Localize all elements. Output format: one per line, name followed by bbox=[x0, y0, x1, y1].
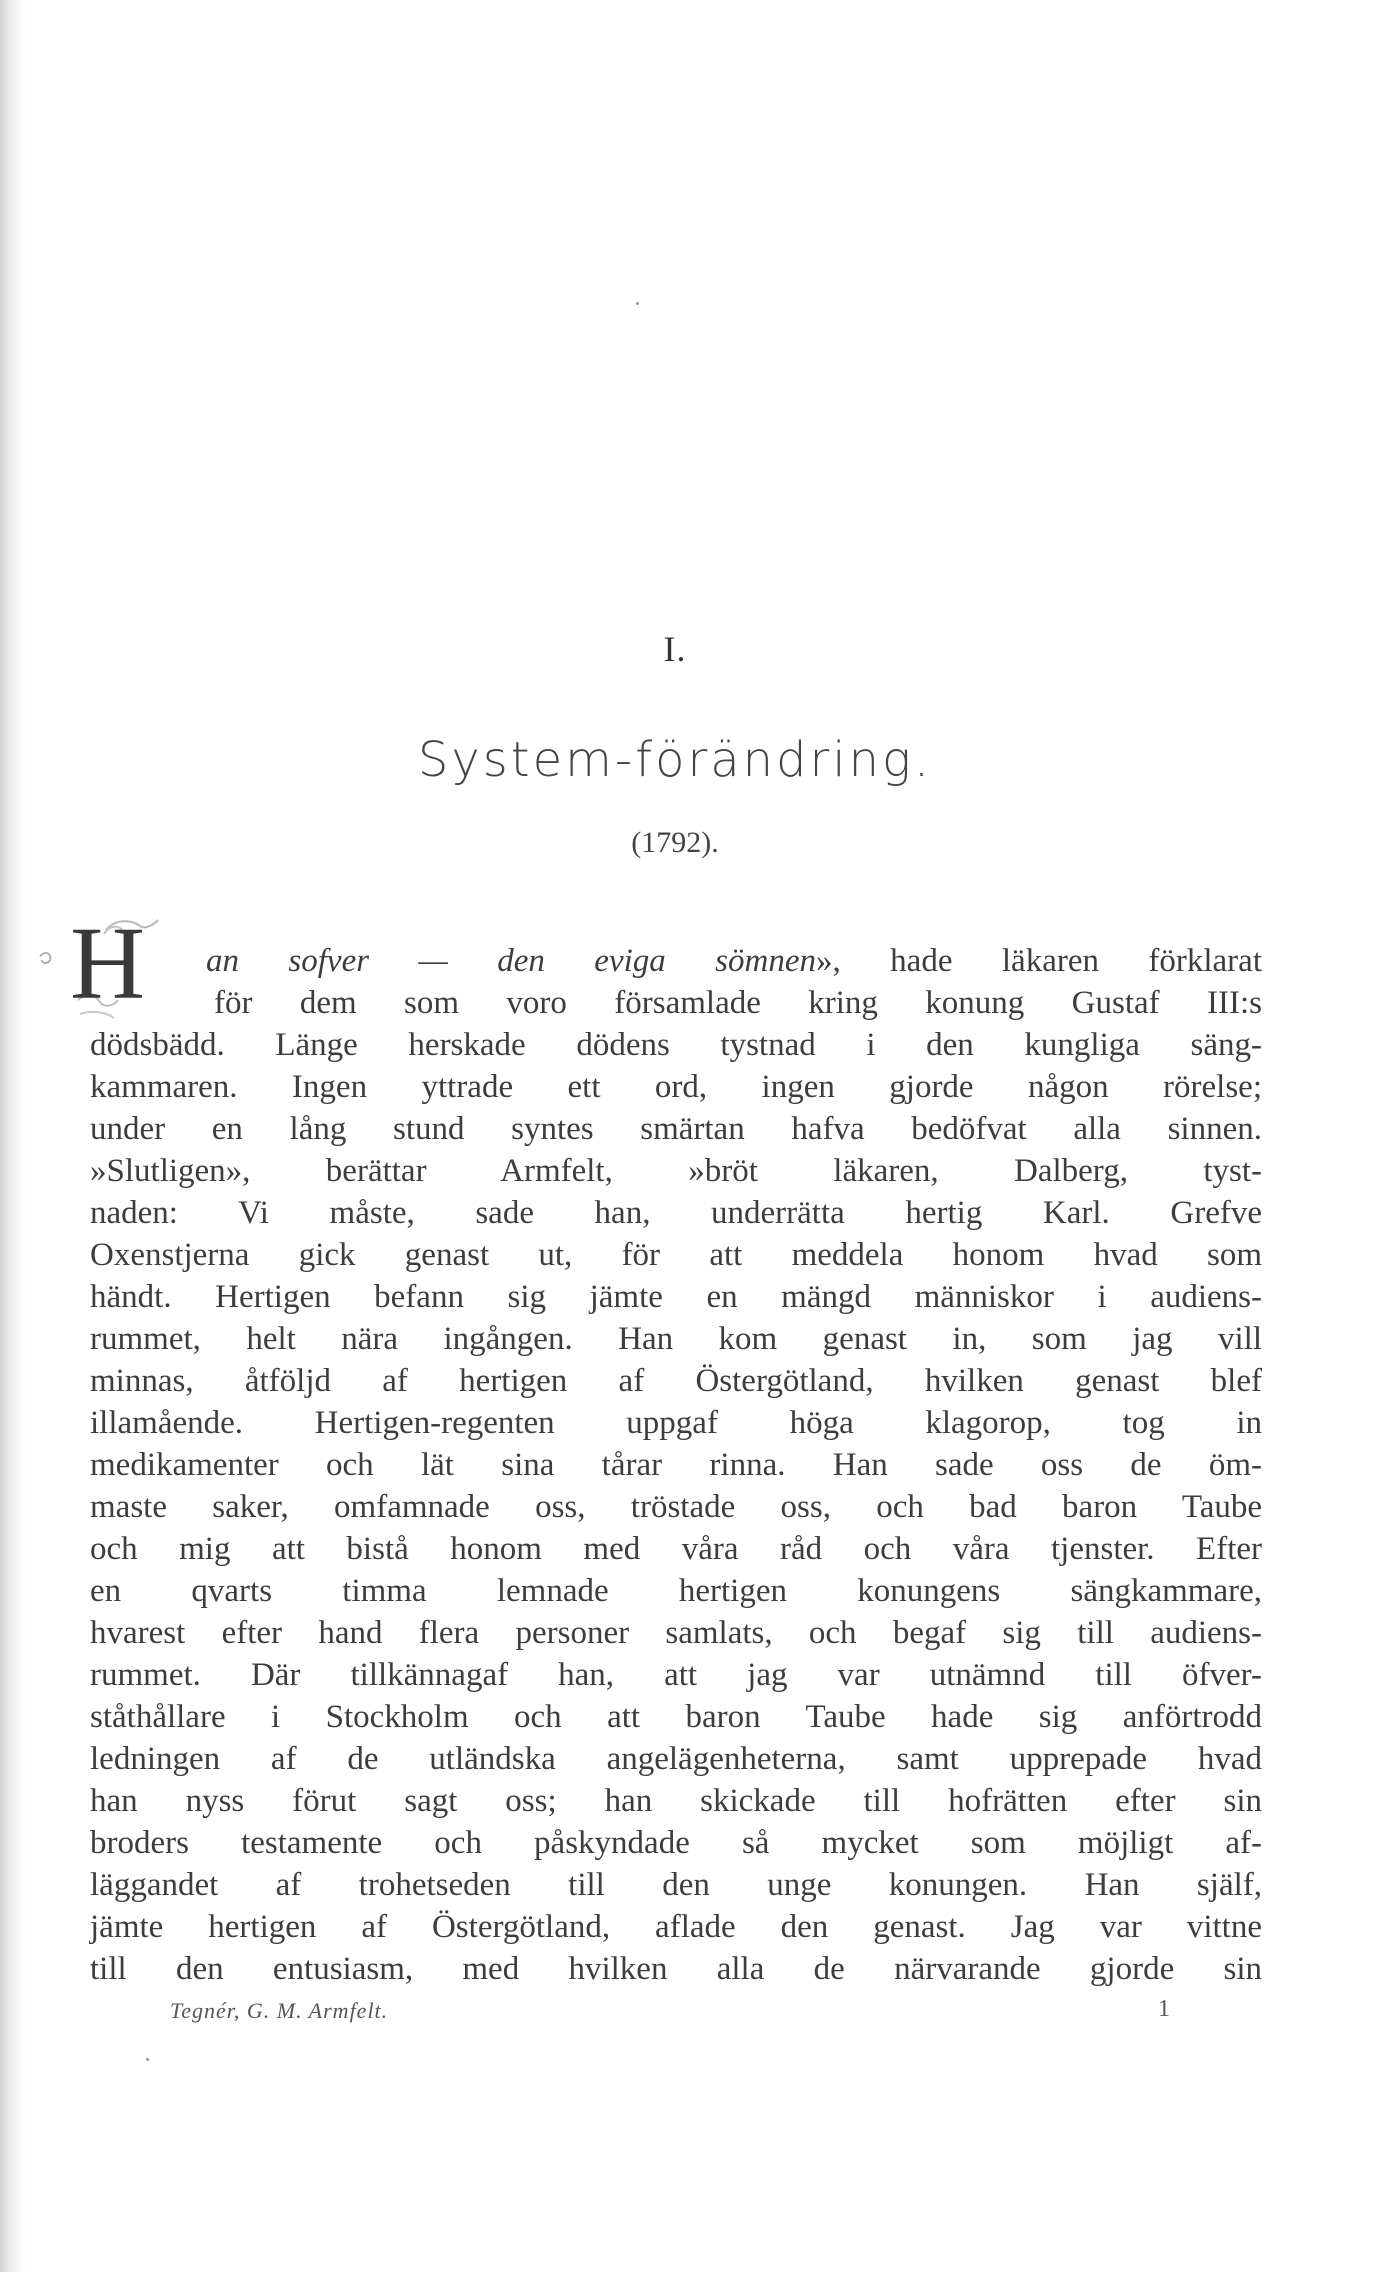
text-line bbox=[90, 1948, 1262, 1990]
text-line bbox=[90, 1024, 1262, 1066]
line-text: broders testamente och påskyndade så mycket som möjligt af- bbox=[90, 1825, 1262, 1861]
text-line bbox=[90, 1360, 1262, 1402]
line-text: minnas, åtföljd af hertigen af Östergötland, hvilken genast blef bbox=[90, 1363, 1262, 1399]
line-text: », hade läkaren förklarat bbox=[816, 943, 1262, 979]
text-line bbox=[90, 1108, 1262, 1150]
text-line bbox=[90, 1066, 1262, 1108]
dropcap-letter: H bbox=[70, 906, 146, 1021]
body-text bbox=[90, 940, 1262, 1990]
text-line bbox=[90, 1612, 1262, 1654]
text-line bbox=[90, 1570, 1262, 1612]
line-text: under en lång stund syntes smärtan hafva bedöfvat alla sinnen. bbox=[90, 1111, 1262, 1147]
line-text: rummet. Där tillkännagaf han, att jag var utnämnd till öfver- bbox=[90, 1657, 1262, 1693]
line-text: naden: Vi måste, sade han, underrätta hertig Karl. Grefve bbox=[90, 1195, 1262, 1231]
chapter-year: (1792). bbox=[631, 826, 719, 859]
scan-left-edge bbox=[0, 0, 26, 2272]
line-text: maste saker, omfamnade oss, tröstade oss, och bad baron Taube bbox=[90, 1489, 1262, 1525]
scan-speck bbox=[146, 2058, 149, 2061]
text-line bbox=[90, 1780, 1262, 1822]
line-text: ståthållare i Stockholm och att baron Taube hade sig anförtrodd bbox=[90, 1699, 1262, 1735]
sheet-number: 1 bbox=[1158, 1996, 1170, 2022]
text-line bbox=[90, 1528, 1262, 1570]
line-text: till den entusiasm, med hvilken alla de närvarande gjorde sin bbox=[90, 1951, 1262, 1987]
scan-speck bbox=[636, 302, 639, 305]
line-text: en qvarts timma lemnade hertigen konungens sängkammare, bbox=[90, 1573, 1262, 1609]
text-line bbox=[90, 1696, 1262, 1738]
text-line bbox=[90, 982, 1262, 1024]
line-text: jämte hertigen af Östergötland, aflade den genast. Jag var vittne bbox=[90, 1909, 1262, 1945]
chapter-title: System-förändring. bbox=[417, 732, 933, 788]
text-line bbox=[90, 940, 1262, 982]
text-line bbox=[90, 1654, 1262, 1696]
line-text: och mig att bistå honom med våra råd och våra tjenster. Efter bbox=[90, 1531, 1262, 1567]
line-text: han nyss förut sagt oss; han skickade till hofrätten efter sin bbox=[90, 1783, 1262, 1819]
text-line bbox=[90, 1738, 1262, 1780]
line-text: händt. Hertigen befann sig jämte en mängd människor i audiens- bbox=[90, 1279, 1262, 1315]
footer-signature: Tegnér, G. M. Armfelt. bbox=[170, 1998, 389, 2023]
text-line bbox=[90, 1276, 1262, 1318]
text-line bbox=[90, 1486, 1262, 1528]
text-line bbox=[90, 1318, 1262, 1360]
line-text: »Slutligen», berättar Armfelt, »bröt läkaren, Dalberg, tyst- bbox=[90, 1153, 1262, 1189]
chapter-number: I. bbox=[663, 629, 687, 669]
line-text: läggandet af trohetseden till den unge konungen. Han själf, bbox=[90, 1867, 1262, 1903]
text-line bbox=[90, 1822, 1262, 1864]
text-line bbox=[90, 1864, 1262, 1906]
line-text: Oxenstjerna gick genast ut, för att meddela honom hvad som bbox=[90, 1237, 1262, 1273]
line-text: rummet, helt nära ingången. Han kom genast in, som jag vill bbox=[90, 1321, 1262, 1357]
line-text: hvarest efter hand flera personer samlats, och begaf sig till audiens- bbox=[90, 1615, 1262, 1651]
italic-text: an sofver — den eviga sömnen bbox=[206, 943, 816, 979]
line-text: för dem som voro församlade kring konung Gustaf III:s bbox=[214, 985, 1262, 1021]
text-line bbox=[90, 1906, 1262, 1948]
line-text: kammaren. Ingen yttrade ett ord, ingen gjorde någon rörelse; bbox=[90, 1069, 1262, 1105]
text-line bbox=[90, 1192, 1262, 1234]
line-text: illamående. Hertigen-regenten uppgaf höga klagorop, tog in bbox=[90, 1405, 1262, 1441]
line-text: dödsbädd. Länge herskade dödens tystnad i den kungliga säng- bbox=[90, 1027, 1262, 1063]
line-text: medikamenter och lät sina tårar rinna. Han sade oss de öm- bbox=[90, 1447, 1262, 1483]
line-text: ledningen af de utländska angelägenheterna, samt upprepade hvad bbox=[90, 1741, 1262, 1777]
text-line bbox=[90, 1150, 1262, 1192]
text-line bbox=[90, 1402, 1262, 1444]
text-line bbox=[90, 1234, 1262, 1276]
text-line bbox=[90, 1444, 1262, 1486]
